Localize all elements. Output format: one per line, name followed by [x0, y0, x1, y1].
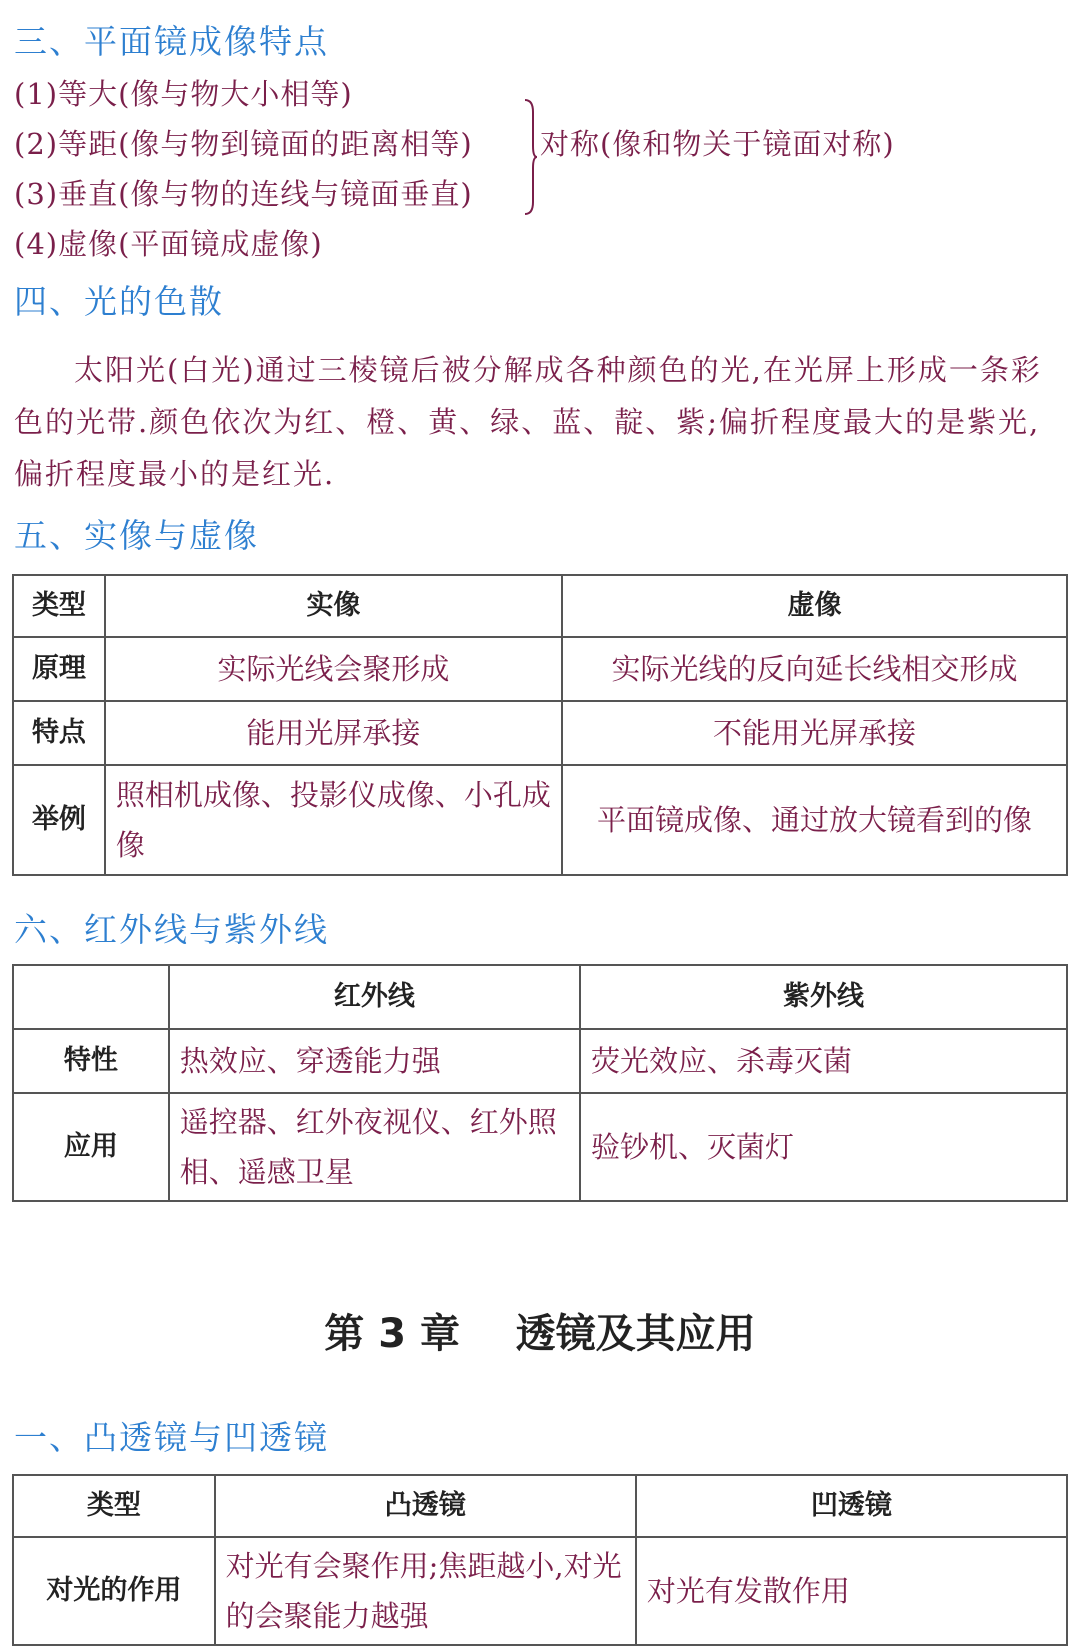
header-cell: [13, 965, 169, 1029]
table-cell: 平面镜成像、通过放大镜看到的像: [562, 765, 1067, 875]
table-row: [13, 1537, 1067, 1645]
brace-icon: [524, 98, 538, 216]
sec3-item-4: (4)虚像(平面镜成虚像): [14, 227, 323, 261]
section-6-heading: 六、红外线与紫外线: [14, 910, 329, 949]
table-cell: 不能用光屏承接: [562, 701, 1067, 765]
table-cell: 荧光效应、杀毒灭菌: [580, 1029, 1067, 1093]
table-cell: 实际光线的反向延长线相交形成: [562, 637, 1067, 701]
sec3-item-2: (2)等距(像与物到镜面的距离相等): [14, 127, 473, 161]
table-header-row: [13, 965, 1067, 1029]
section-3-heading: 三、平面镜成像特点: [14, 22, 329, 61]
header-cell: 凸透镜: [215, 1475, 636, 1537]
header-cell: 紫外线: [580, 965, 1067, 1029]
header-cell: 类型: [13, 575, 105, 637]
table-cell: 能用光屏承接: [105, 701, 562, 765]
lens-table: [12, 1474, 1068, 1646]
row-label: 原理: [13, 637, 105, 701]
section-1-heading: 一、凸透镜与凹透镜: [14, 1418, 329, 1457]
header-cell: 虚像: [562, 575, 1067, 637]
table-header-row: [13, 1475, 1067, 1537]
header-cell: 凹透镜: [636, 1475, 1067, 1537]
row-label: 特点: [13, 701, 105, 765]
header-cell: 红外线: [169, 965, 580, 1029]
table-cell: 热效应、穿透能力强: [169, 1029, 580, 1093]
header-cell: 实像: [105, 575, 562, 637]
table-cell: 实际光线会聚形成: [105, 637, 562, 701]
header-cell: 类型: [13, 1475, 215, 1537]
section-5-heading: 五、实像与虚像: [14, 516, 259, 555]
real-virtual-image-table: [12, 574, 1068, 876]
infrared-ultraviolet-table: [12, 964, 1068, 1202]
row-label: 举例: [13, 765, 105, 875]
sec4-paragraph: 太阳光(白光)通过三棱镜后被分解成各种颜色的光,在光屏上形成一条彩色的光带.颜色依次为红、橙、黄、绿、蓝、靛、紫;偏折程度最大的是紫光,偏折程度最小的是红光.: [14, 353, 1042, 491]
table-cell: 验钞机、灭菌灯: [580, 1093, 1067, 1201]
sec3-symmetry: 对称(像和物关于镜面对称): [540, 127, 895, 161]
row-label: 对光的作用: [13, 1537, 215, 1645]
sec3-item-3: (3)垂直(像与物的连线与镜面垂直): [14, 177, 473, 211]
table-cell: 对光有发散作用: [636, 1537, 1067, 1645]
table-row: [13, 765, 1067, 875]
row-label: 特性: [13, 1029, 169, 1093]
table-cell: 遥控器、红外夜视仪、红外照相、遥感卫星: [169, 1093, 580, 1201]
table-row: [13, 1093, 1067, 1201]
table-row: [13, 701, 1067, 765]
table-cell: 照相机成像、投影仪成像、小孔成像: [105, 765, 562, 875]
table-row: [13, 637, 1067, 701]
chapter-title: 第 3 章 透镜及其应用: [324, 1311, 756, 1357]
table-row: [13, 1029, 1067, 1093]
sec3-item-1: (1)等大(像与物大小相等): [14, 77, 353, 111]
table-cell: 对光有会聚作用;焦距越小,对光的会聚能力越强: [215, 1537, 636, 1645]
table-header-row: [13, 575, 1067, 637]
section-4-heading: 四、光的色散: [14, 282, 224, 321]
row-label: 应用: [13, 1093, 169, 1201]
